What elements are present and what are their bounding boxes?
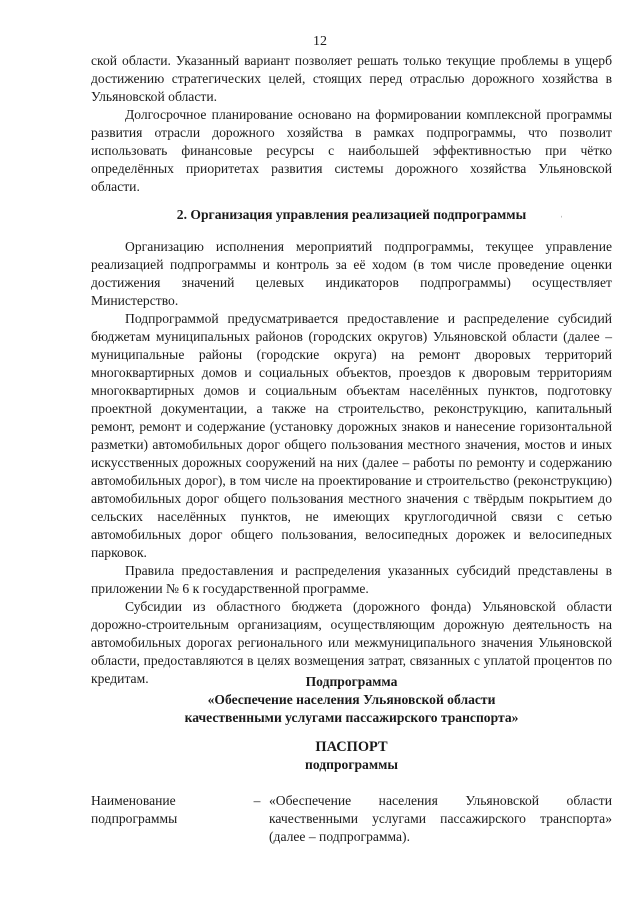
scan-speck: ˈ bbox=[560, 215, 564, 226]
paragraph: Долгосрочное планирование основано на формировании комплексной программы развития отрасли дорожного хозяйства в рамках подпрограммы, что позволит использовать финансовые ресурсы с наибольшей эффективностью при чётко определённых приоритетах развития системы дорожного хозяйства Ульяновской области. bbox=[91, 107, 612, 194]
page-number: 12 bbox=[313, 34, 327, 49]
passport-row-label: Наименование подпрограммы bbox=[91, 793, 178, 826]
subprogram-label: Подпрограмма bbox=[305, 674, 398, 689]
section-text bbox=[91, 238, 612, 688]
intro-text bbox=[91, 52, 612, 196]
passport-subtitle: подпрограммы bbox=[305, 757, 398, 772]
paragraph: Правила предоставления и распределения указанных субсидий представлены в приложении № 6 к государственной программе. bbox=[91, 563, 612, 596]
paragraph: Организацию исполнения мероприятий подпрограммы, текущее управление реализацией подпрограммы и контроль за её ходом (в том числе проведение оценки достижения значений целевых индикаторов подпрограммы) осуществляет Министерство. bbox=[91, 239, 612, 308]
passport-row-dash: – bbox=[253, 793, 261, 808]
subprogram-title bbox=[91, 673, 612, 727]
subprogram-name-line2: качественными услугами пассажирского транспорта» bbox=[184, 710, 519, 725]
section-heading: 2. Организация управления реализацией подпрограммы bbox=[176, 207, 527, 222]
paragraph: Субсидии из областного бюджета (дорожного фонда) Ульяновской области дорожно-строительным организациям, осуществляющим дорожную деятельность на автомобильных дорогах регионального или межмуниципального значения Ульяновской области, предоставляются в целях возмещения затрат, связанных с уплатой процентов по кредитам. bbox=[91, 599, 612, 686]
passport-row-value: «Обеспечение населения Ульяновской области качественными услугами пассажирского транспорта» (далее – подпрограмма). bbox=[269, 793, 612, 844]
passport-title: ПАСПОРТ bbox=[315, 739, 388, 755]
subprogram-name-line1: «Обеспечение населения Ульяновской области bbox=[207, 692, 496, 707]
paragraph: Подпрограммой предусматривается предоставление и распределение субсидий бюджетам муниципальных районов (городских округов) Ульяновской области (далее – муниципальные районы (городские округа) на ремонт дворовых территорий многоквартирных домов и социальных объектов, проездов к дворовым территориям многоквартирных домов и социальным объектам населённых пунктов, подготовку проектной документации, а также на строительство, реконструкцию, капитальный ремонт, ремонт и содержание (установку дорожных знаков и нанесение горизонтальной разметки) автомобильных дорог общего пользования местного значения, мостов и иных искусственных дорожных сооружений на них (далее – работы по ремонту и содержанию автомобильных дорог), в том числе на проектирование и строительство (реконструкцию) автомобильных дорог общего пользования местного значения с твёрдым покрытием до сельских населённых пунктов, не имеющих круглогодичной связи с сетью автомобильных дорог общего пользования, велосипедных дорожек и велосипедных парковок. bbox=[91, 311, 612, 560]
paragraph: ской области. Указанный вариант позволяет решать только текущие проблемы в ущерб достижению стратегических целей, стоящих перед отраслью дорожного хозяйства в Ульяновской области. bbox=[91, 53, 612, 104]
